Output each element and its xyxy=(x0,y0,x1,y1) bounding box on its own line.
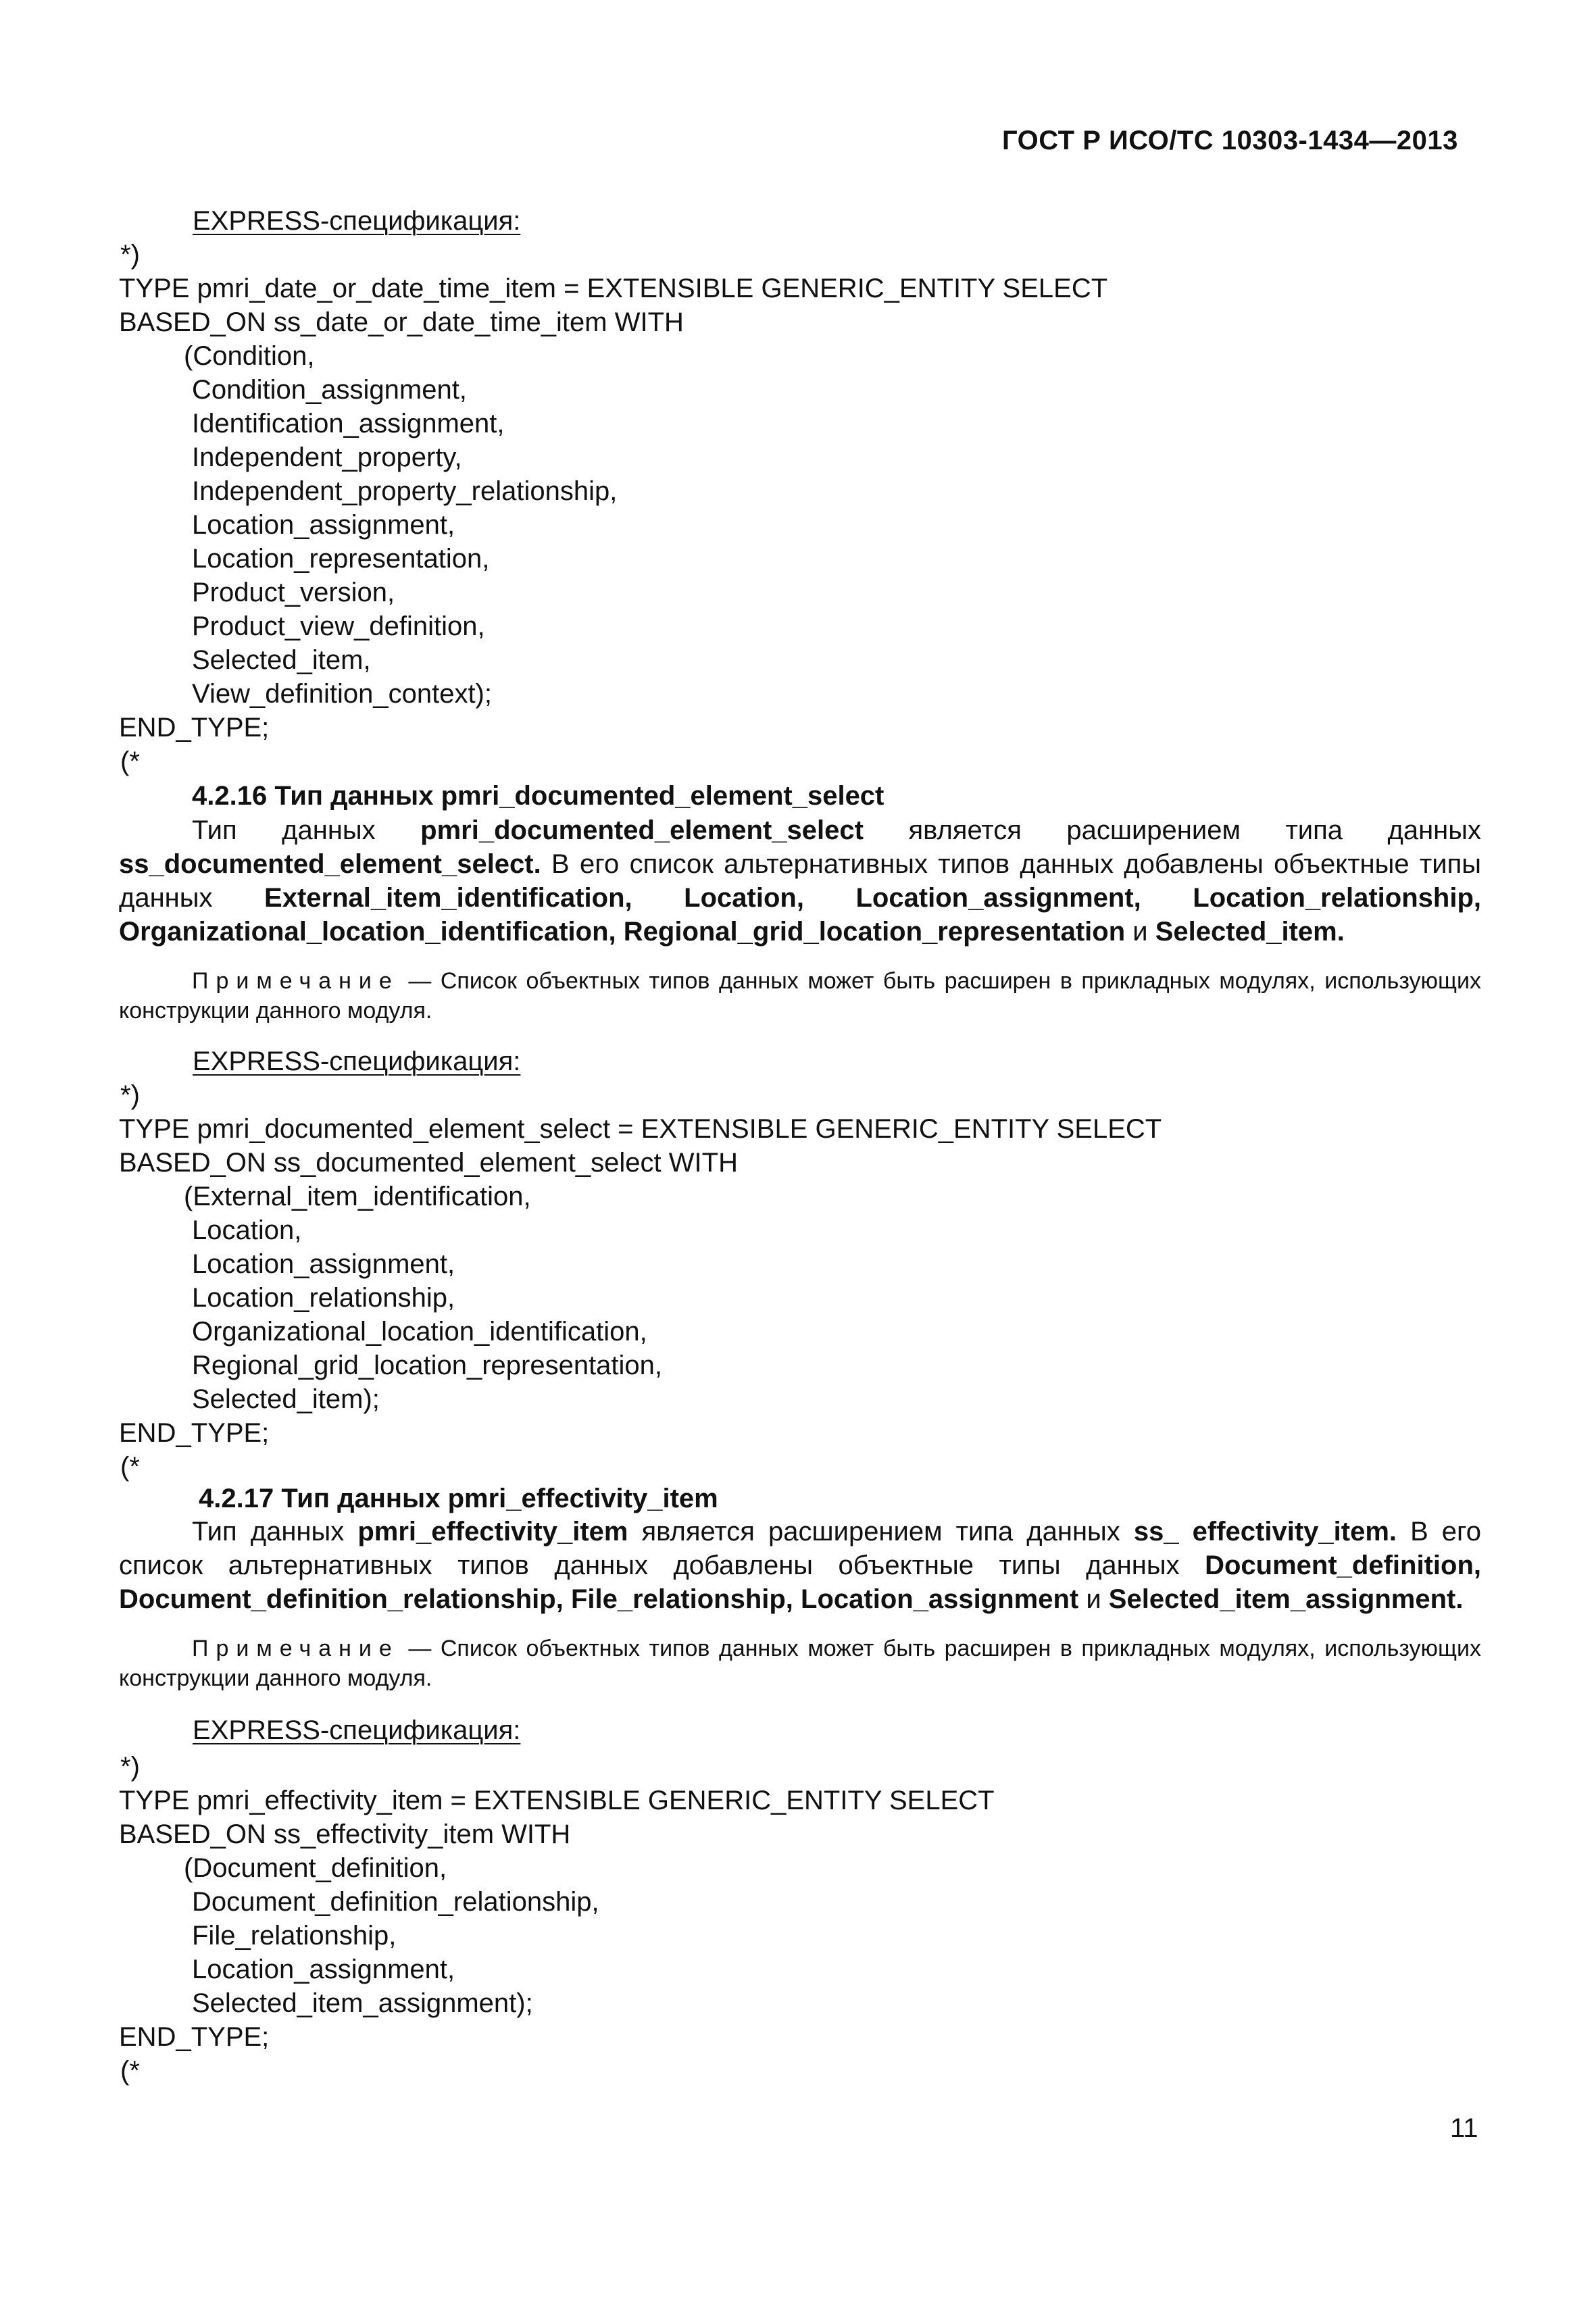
note-label: Примечание xyxy=(192,968,399,994)
paragraph-text: является расширением типа данных xyxy=(628,1517,1134,1546)
section-heading-4-2-16: 4.2.16 Тип данных pmri_documented_element_select xyxy=(192,781,884,811)
select-item: Independent_property_relationship, xyxy=(192,476,618,506)
comment-open-marker: (* xyxy=(120,2056,140,2086)
type-declaration: TYPE pmri_effectivity_item = EXTENSIBLE GENERIC_ENTITY SELECT xyxy=(119,1786,995,1815)
type-declaration: TYPE pmri_date_or_date_time_item = EXTENSIBLE GENERIC_ENTITY SELECT xyxy=(119,274,1108,303)
select-item: Selected_item, xyxy=(192,645,371,675)
comment-close-marker: *) xyxy=(120,1080,140,1110)
type-name: pmri_documented_element_select xyxy=(420,815,864,845)
select-item: Location_relationship, xyxy=(192,1283,455,1313)
entity-type-list: External_item_identification, Location, Location_assignment, Location_relationship, Organizational_location_identification, Regional_grid_location_representation xyxy=(119,883,1481,947)
paragraph-text: В его список альтернативных типов данных добавлены объектные типы данных xyxy=(119,849,1481,913)
select-item: Independent_property, xyxy=(192,443,462,472)
paragraph-text: является расширением типа данных xyxy=(863,815,1482,845)
based-on-line: BASED_ON ss_effectivity_item WITH xyxy=(119,1819,571,1849)
note-label: Примечание xyxy=(192,1636,399,1661)
paragraph-text: Тип данных xyxy=(192,1517,358,1546)
select-item: Location, xyxy=(192,1215,302,1245)
type-declaration: TYPE pmri_documented_element_select = EXTENSIBLE GENERIC_ENTITY SELECT xyxy=(119,1114,1162,1144)
note-4-2-16 xyxy=(119,966,1481,1026)
select-item: Location_assignment, xyxy=(192,1955,455,1984)
select-item: Condition_assignment, xyxy=(192,375,467,405)
select-item: Organizational_location_identification, xyxy=(192,1317,647,1347)
based-on-line: BASED_ON ss_date_or_date_time_item WITH xyxy=(119,307,684,337)
entity-type-list: Document_definition, Document_definition_relationship, File_relationship, Location_assignment xyxy=(119,1551,1481,1614)
end-type: END_TYPE; xyxy=(119,713,270,743)
select-item: Selected_item_assignment); xyxy=(192,1988,533,2018)
note-text: — Список объектных типов данных может быть расширен в прикладных модулях, использующих конструкции данного модуля. xyxy=(119,1636,1481,1691)
select-item: (Condition, xyxy=(184,341,315,371)
select-item: Regional_grid_location_representation, xyxy=(192,1351,663,1380)
express-spec-label: EXPRESS-спецификация: xyxy=(193,1047,521,1076)
paragraph-text: В его список альтернативных типов данных добавлены объектные типы данных xyxy=(119,1517,1482,1580)
entity-type-last: Selected_item_assignment. xyxy=(1108,1584,1464,1614)
paragraph-text: Тип данных xyxy=(192,815,421,845)
based-on-line: BASED_ON ss_documented_element_select WITH xyxy=(119,1148,738,1178)
section-paragraph-4-2-17 xyxy=(119,1515,1481,1616)
note-text: — Список объектных типов данных может быть расширен в прикладных модулях, использующих конструкции данного модуля. xyxy=(119,968,1481,1024)
select-item: Location_assignment, xyxy=(192,1249,455,1279)
type-name: pmri_effectivity_item xyxy=(357,1517,628,1546)
select-item: Identification_assignment, xyxy=(192,409,505,438)
note-4-2-17 xyxy=(119,1634,1481,1693)
paragraph-text: и xyxy=(1125,917,1155,947)
select-item: Product_version, xyxy=(192,578,395,607)
select-item: (External_item_identification, xyxy=(184,1182,531,1211)
select-item: Product_view_definition, xyxy=(192,611,485,641)
express-spec-label: EXPRESS-спецификация: xyxy=(193,1715,521,1745)
section-paragraph-4-2-16 xyxy=(119,813,1481,949)
comment-close-marker: *) xyxy=(120,240,140,270)
document-code: ГОСТ Р ИСО/ТС 10303-1434—2013 xyxy=(1002,126,1458,155)
page-number: 11 xyxy=(1450,2113,1478,2143)
select-item: View_definition_context); xyxy=(192,679,492,709)
select-item: File_relationship, xyxy=(192,1921,397,1951)
entity-type-last: Selected_item. xyxy=(1155,917,1345,947)
select-item: Selected_item); xyxy=(192,1384,380,1414)
base-type-name: ss_ effectivity_item. xyxy=(1133,1517,1397,1546)
select-item: Location_assignment, xyxy=(192,510,455,540)
paragraph-text: и xyxy=(1078,1584,1109,1614)
express-spec-label: EXPRESS-спецификация: xyxy=(193,206,521,236)
end-type: END_TYPE; xyxy=(119,2022,270,2052)
end-type: END_TYPE; xyxy=(119,1418,270,1448)
comment-open-marker: (* xyxy=(120,747,140,776)
section-heading-4-2-17: 4.2.17 Тип данных pmri_effectivity_item xyxy=(199,1484,718,1513)
select-item: Document_definition_relationship, xyxy=(192,1887,599,1917)
select-item: (Document_definition, xyxy=(184,1853,447,1883)
comment-open-marker: (* xyxy=(120,1452,140,1482)
comment-close-marker: *) xyxy=(120,1752,140,1782)
base-type-name: ss_documented_element_select. xyxy=(119,849,541,879)
select-item: Location_representation, xyxy=(192,544,490,574)
